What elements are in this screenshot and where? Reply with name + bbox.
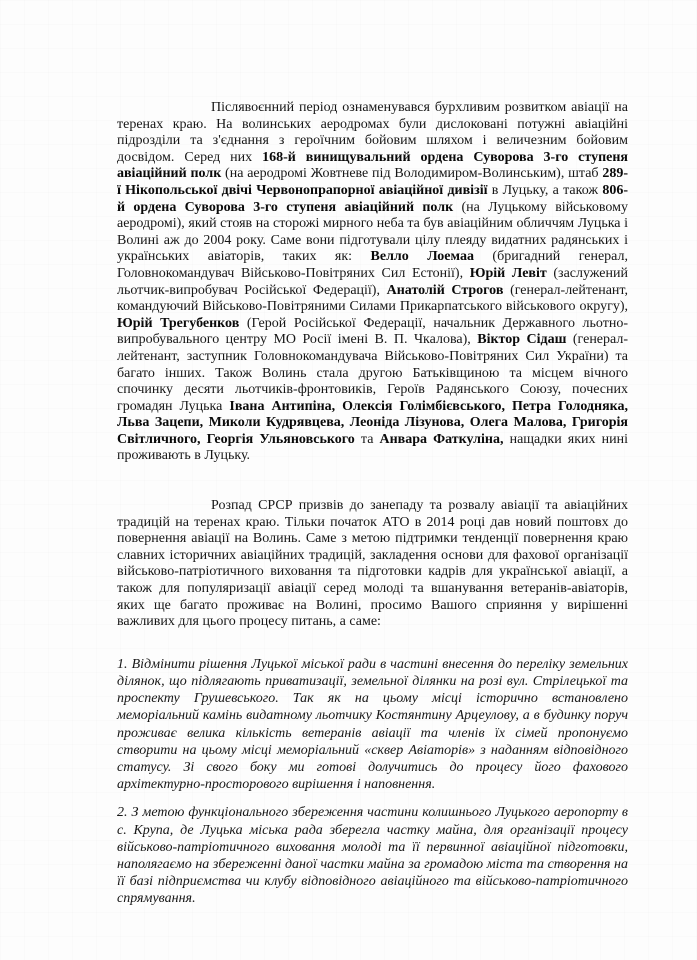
- bold-text-run: Івана Антипіна, Олексія Голімбієвського, Петра Голодняка, Льва Зацепи, Миколи Кудрявцева, Леоніда Лізунова, Олега Малова, Григорія Світличного, Георгія Ульяновського: [117, 398, 628, 447]
- text-run: нащадки яких нині проживають в Луцьку.: [117, 431, 628, 464]
- list-item-1-aviators-square: [117, 656, 628, 794]
- bold-text-run: Віктор Сідаш: [477, 332, 567, 348]
- text-run: (на Луцькому військовому аеродромі), який стояв на сторожі мирного неба та був авіаційним обличчям Луцька і Волині аж до 2004 року. Саме вони підготували цілу плеяду видатних радянських і українських авіаторів, таких як:: [117, 199, 628, 265]
- bold-text-run: 168-й винищувальний ордена Суворова 3-го ступеня авіаційний полк: [117, 149, 628, 182]
- bold-text-run: 806-й ордена Суворова 3-го ступеня авіаційний полк: [117, 182, 628, 215]
- text-run: (генерал-лейтенант, заступник Головнокомандувача Військово-Повітряних Сил України) та багато інших. Також Волинь стала другою Батьківщиною та місцем вічного спочинку десяти льотчиків-фронтовиків, Героїв Радянського Союзу, почесних громадян Луцька: [117, 332, 629, 414]
- text-run: (заслужений льотчик-випробувач Російської Федерації),: [117, 265, 628, 298]
- text-run: та: [354, 431, 380, 447]
- text-run: (на аеродромі Жовтневе під Володимиром-Волинським), штаб: [221, 166, 603, 182]
- text-run: 1. Відмінити рішення Луцької міської ради в частині внесення до переліку земельних ділянок, що підлягають приватизації, земельної ділянки на розі вул. Стрілецької та проспекту Грушевського. Так як на цьому місці історично встановлено меморіальний камінь видатному льотчику Костянтину Арцеулову, а в будинку поруч проживає велика кількість ветеранів авіації та членів їх сімей пропонуємо створити на цьому місці меморіальний «сквер Авіаторів» з наданням відповідного статусу. Зі свого боку ми готові долучитись до процесу його фахового архітектурно-просторового вирішення і наповнення.: [117, 656, 628, 793]
- paragraph-postwar-aviation: [117, 100, 628, 465]
- bold-text-run: 289-ї Нікопольської двічі Червонопрапорної авіаційної дивізії: [117, 166, 628, 198]
- letter-body: [117, 100, 628, 908]
- bold-text-run: Юрій Трегубенков: [117, 315, 240, 331]
- bold-text-run: Велло Лоемаа: [370, 249, 474, 265]
- text-run: (бригадний генерал, Головнокомандувач Військово-Повітряних Сил Естонії),: [117, 249, 628, 281]
- paragraph-ussr-collapse-request: [117, 498, 628, 631]
- text-run: в Луцьку, а також: [487, 182, 603, 198]
- bold-text-run: Анатолій Строгов: [386, 282, 504, 298]
- text-run: Післявоєнний період ознаменувався бурхливим розвитком авіації на теренах краю. На волинських аеродромах були дислоковані потужні авіаційні підрозділи та з'єднання з героїчним бойовим шляхом і величезним бойовим досвідом. Серед них: [117, 100, 628, 165]
- text-run: (Герой Російської Федерації, начальник Державного льотно-випробувального центру МО Росії імені В. П. Чкалова),: [117, 315, 628, 348]
- bold-text-run: Юрій Левіт: [469, 265, 547, 281]
- bold-text-run: Анвара Фаткуліна,: [379, 431, 504, 447]
- text-run: (генерал-лейтенант, командуючий Військово-Повітряними Силами Прикарпатського військового округу),: [117, 282, 628, 315]
- text-run: 2. З метою функціонального збереження частини колишнього Луцького аеропорту в с. Крупа, де Луцька міська рада зберегла частку майна, для організації процесу військово-патріотичного виховання молоді та її первинної авіаційної підготовки, наполягаємо на збереженні даної частки майна за громадою міста та створення на її базі підприємства чи клубу відповідного авіаційного та військово-патріотичного спрямування.: [117, 805, 628, 907]
- list-item-2-lutsk-airport: [117, 804, 628, 907]
- text-run: Розпад СРСР призвів до занепаду та розвалу авіації та авіаційних традицій на теренах краю. Тільки початок АТО в 2014 році дав новий поштовх до повернення авіації на Волинь. Саме з метою підтримки тенденції повернення краю славних історичних авіаційних традицій, закладення основи для фахової організації військово-патріотичного виховання та підготовки кадрів для української авіації, а також для популяризації авіації серед молоді та вшанування ветеранів-авіаторів, яких ще багато проживає на Волині, просимо Вашого сприяння у вирішенні важливих для цього процесу питань, а саме:: [117, 498, 628, 630]
